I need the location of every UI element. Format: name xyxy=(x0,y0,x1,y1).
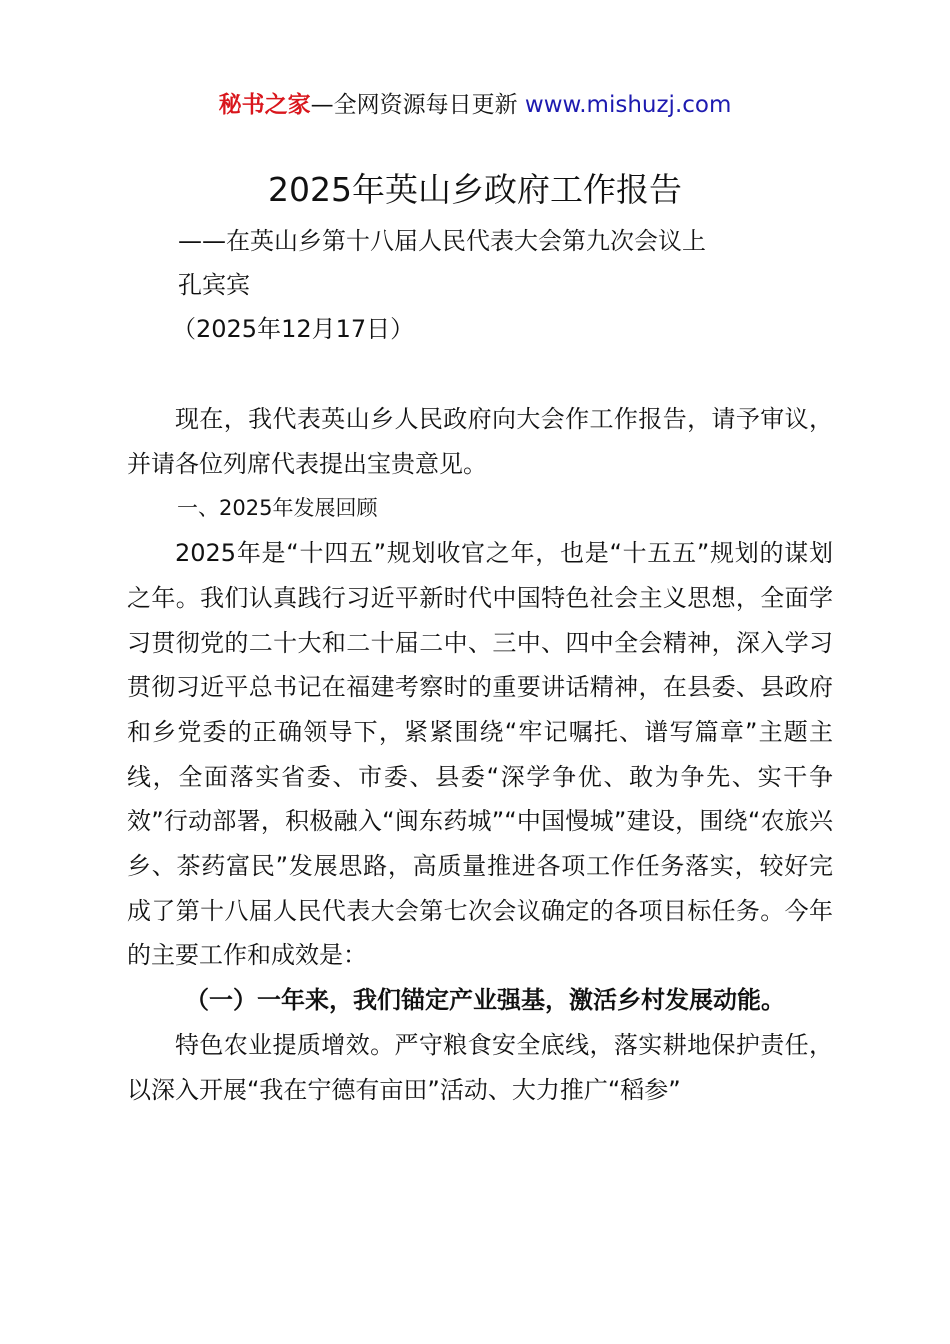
paragraph-agriculture: 特色农业提质增效。严守粮食安全底线，落实耕地保护责任，以深入开展“我在宁德有亩田”活动、大力推广“稻参” xyxy=(127,1030,833,1104)
subsection-heading-industry: （一）一年来，我们锚定产业强基，激活乡村发展动能。 xyxy=(185,986,785,1015)
document-date: （2025年12月17日） xyxy=(172,315,415,343)
paragraph-review: 2025年是“十四五”规划收官之年，也是“十五五”规划的谋划之年。我们认真践行习近平新时代中国特色社会主义思想，全面学习贯彻党的二十大和二十届二中、三中、四中全会精神，深入学习贯彻习近平总书记在福建考察时的重要讲话精神，在县委、县政府和乡党委的正确领导下，紧紧围绕“牢记嘱托、谱写篇章”主题主线，全面落实省委、市委、县委“深学争优、敢为争先、实干争效”行动部署，积极融入“闽东药城”“中国慢城”建设，围绕“农旅兴乡、茶药富民”发展思路，高质量推进各项工作任务落实，较好完成了第十八届人民代表大会第七次会议确定的各项目标任务。今年的主要工作和成效是： xyxy=(127,539,833,970)
document-title: 2025年英山乡政府工作报告 xyxy=(268,170,682,209)
document-subtitle: ——在英山乡第十八届人民代表大会第九次会议上 xyxy=(178,227,706,255)
paragraph-intro: 现在，我代表英山乡人民政府向大会作工作报告，请予审议，并请各位列席代表提出宝贵意见。 xyxy=(127,405,833,478)
site-header xyxy=(0,88,950,122)
document-author: 孔宾宾 xyxy=(178,271,250,299)
site-url[interactable]: www.mishuzj.com xyxy=(524,92,732,118)
section-heading-review: 一、2025年发展回顾 xyxy=(177,496,378,521)
site-slogan: —全网资源每日更新 xyxy=(310,92,518,118)
site-brand: 秘书之家 xyxy=(218,92,311,118)
document-body xyxy=(127,397,833,1112)
